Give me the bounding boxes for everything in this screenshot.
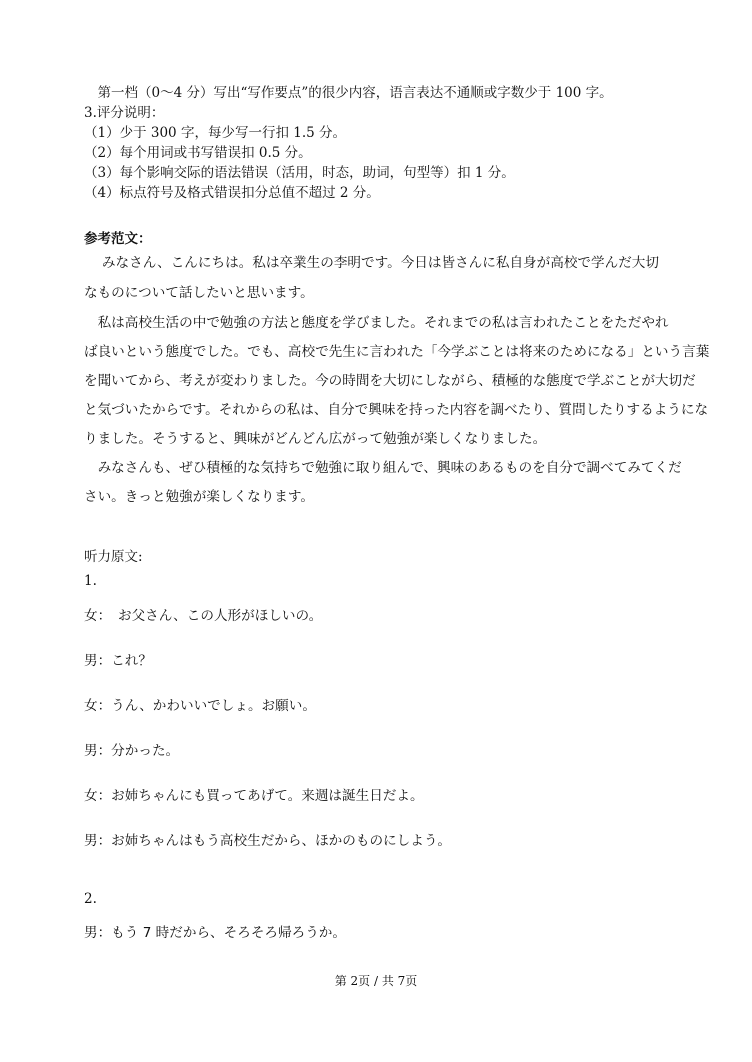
essay-line-7: りました。そうすると、興味がどんどん広がって勉強が楽しくなりました。 (84, 431, 547, 447)
page-footer: 第 2页 / 共 7页 (334, 974, 418, 988)
scoring-item-1: （1）少于 300 字，每少写一行扣 1.5 分。 (84, 125, 346, 141)
model-essay-heading: 参考范文： (84, 231, 152, 247)
scoring-heading: 3.评分说明： (84, 105, 165, 121)
listening-heading: 听力原文: (84, 549, 143, 565)
essay-line-2: なものについて話したいと思います。 (84, 285, 314, 301)
essay-line-1: みなさん、こんにちは。私は卒業生の李明です。今日は皆さんに私自身が高校で学んだ大切 (84, 255, 659, 271)
essay-line-9: さい。きっと勉強が楽しくなります。 (84, 489, 315, 505)
q1-dialogue-line: 女：お姉ちゃんにも買ってあげて。来週は誕生日だよ。 (84, 788, 424, 804)
essay-line-5: を聞いてから、考えが変わりました。今の時間を大切にしながら、積極的な態度で学ぶことが大切だ (84, 373, 696, 389)
q1-dialogue-line: 女： お父さん、この人形がほしいの。 (84, 608, 323, 624)
q1-dialogue-line: 男：お姉ちゃんはもう高校生だから、ほかのものにしよう。 (84, 833, 452, 849)
scoring-tier1: 第一档（0～4 分）写出“写作要点”的很少内容，语言表达不通顺或字数少于 100 字。 (84, 85, 613, 101)
question-2-number: 2. (84, 891, 97, 907)
q1-dialogue-line: 女：うん、かわいいでしょ。お願い。 (84, 698, 316, 714)
q1-dialogue-line: 男：これ？ (84, 653, 152, 669)
essay-line-4: ば良いという態度でした。でも、高校で先生に言われた「今学ぶことは将来のためになる」という言葉 (84, 344, 710, 360)
scoring-item-2: （2）每个用词或书写错误扣 0.5 分。 (84, 145, 312, 161)
essay-line-8: みなさんも、ぜひ積極的な気持ちで勉強に取り組んで、興味のあるものを自分で調べてみてくだ (84, 460, 682, 476)
q1-dialogue-line: 男：分かった。 (84, 743, 180, 759)
essay-line-3: 私は高校生活の中で勉強の方法と態度を学びました。それまでの私は言われたことをただやれ (84, 315, 669, 331)
question-1-number: 1. (84, 573, 97, 589)
scoring-item-4: （4）标点符号及格式错误扣分总值不超过 2 分。 (84, 185, 380, 201)
q2-dialogue-line: 男：もう 7 時だから、そろそろ帰ろうか。 (84, 925, 346, 941)
scoring-item-3: （3）每个影响交际的语法错误（活用，时态，助词，句型等）扣 1 分。 (84, 165, 515, 181)
essay-line-6: と気づいたからです。それからの私は、自分で興味を持った内容を調べたり、質問したりするようにな (84, 402, 709, 418)
